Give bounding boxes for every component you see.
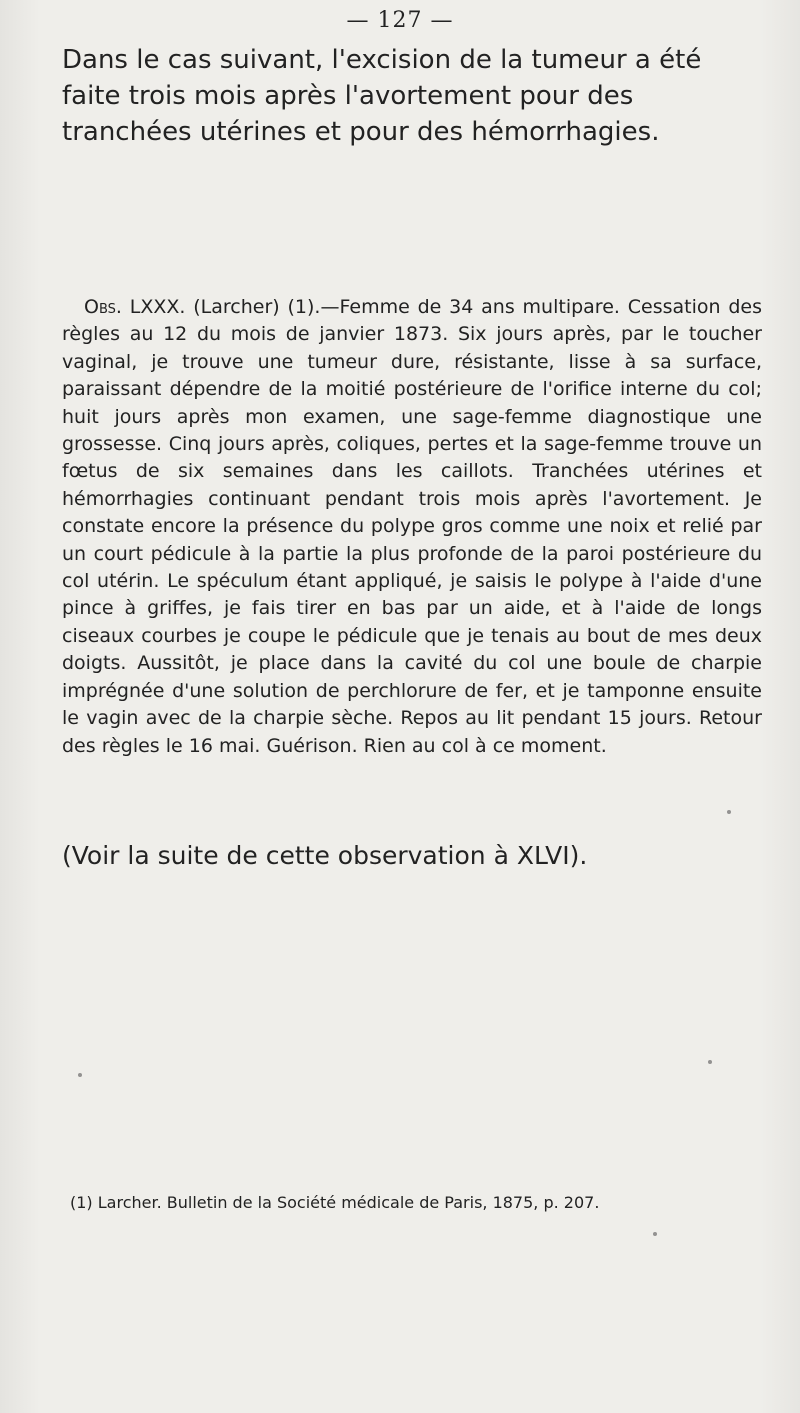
footnote: (1) Larcher. Bulletin de la Société médicale de Paris, 1875, p. 207. bbox=[70, 1193, 600, 1212]
intro-paragraph: Dans le cas suivant, l'excision de la tumeur a été faite trois mois après l'avortement pour des tranchées utérines et pour des hémorrhagies. bbox=[62, 45, 702, 147]
observation-label: Obs. LXXX. bbox=[84, 296, 186, 318]
paper-speck bbox=[727, 810, 731, 814]
observation-paragraph bbox=[62, 294, 762, 760]
see-also-note: (Voir la suite de cette observation à XLVI). bbox=[62, 841, 588, 870]
observation-text: —Femme de 34 ans multipare. Cessation des règles au 12 du mois de janvier 1873. Six jours après, par le toucher vaginal, je trouve une tumeur dure, résistante, lisse à sa surface, paraissant dépendre de la moitié postérieure de l'orifice interne du col; huit jours après mon examen, une sage-femme diagnostique une grossesse. Cinq jours après, coliques, pertes et la sage-femme trouve un fœtus de six semaines dans les caillots. Tranchées utérines et hémorrhagies continuant pendant trois mois après l'avortement. Je constate encore la présence du polype gros comme une noix et relié par un court pédicule à la partie la plus profonde de la paroi postérieure du col utérin. Le spéculum étant appliqué, je saisis le polype à l'aide d'une pince à griffes, je fais tirer en bas par un aide, et à l'aide de longs ciseaux courbes je coupe le pédicule que je tenais au bout de mes deux doigts. Aussitôt, je place dans la cavité du col une boule de charpie imprégnée d'une solution de perchlorure de fer, et je tamponne ensuite le vagin avec de la charpie sèche. Repos au lit pendant 15 jours. Retour des règles le 16 mai. Guérison. Rien au col à ce moment. bbox=[62, 296, 763, 757]
observation-author-ref: (Larcher) (1). bbox=[193, 296, 321, 318]
page-number: — 127 — bbox=[346, 8, 454, 33]
paper-speck bbox=[653, 1232, 657, 1236]
paper-speck bbox=[78, 1073, 82, 1077]
paper-speck bbox=[708, 1060, 712, 1064]
